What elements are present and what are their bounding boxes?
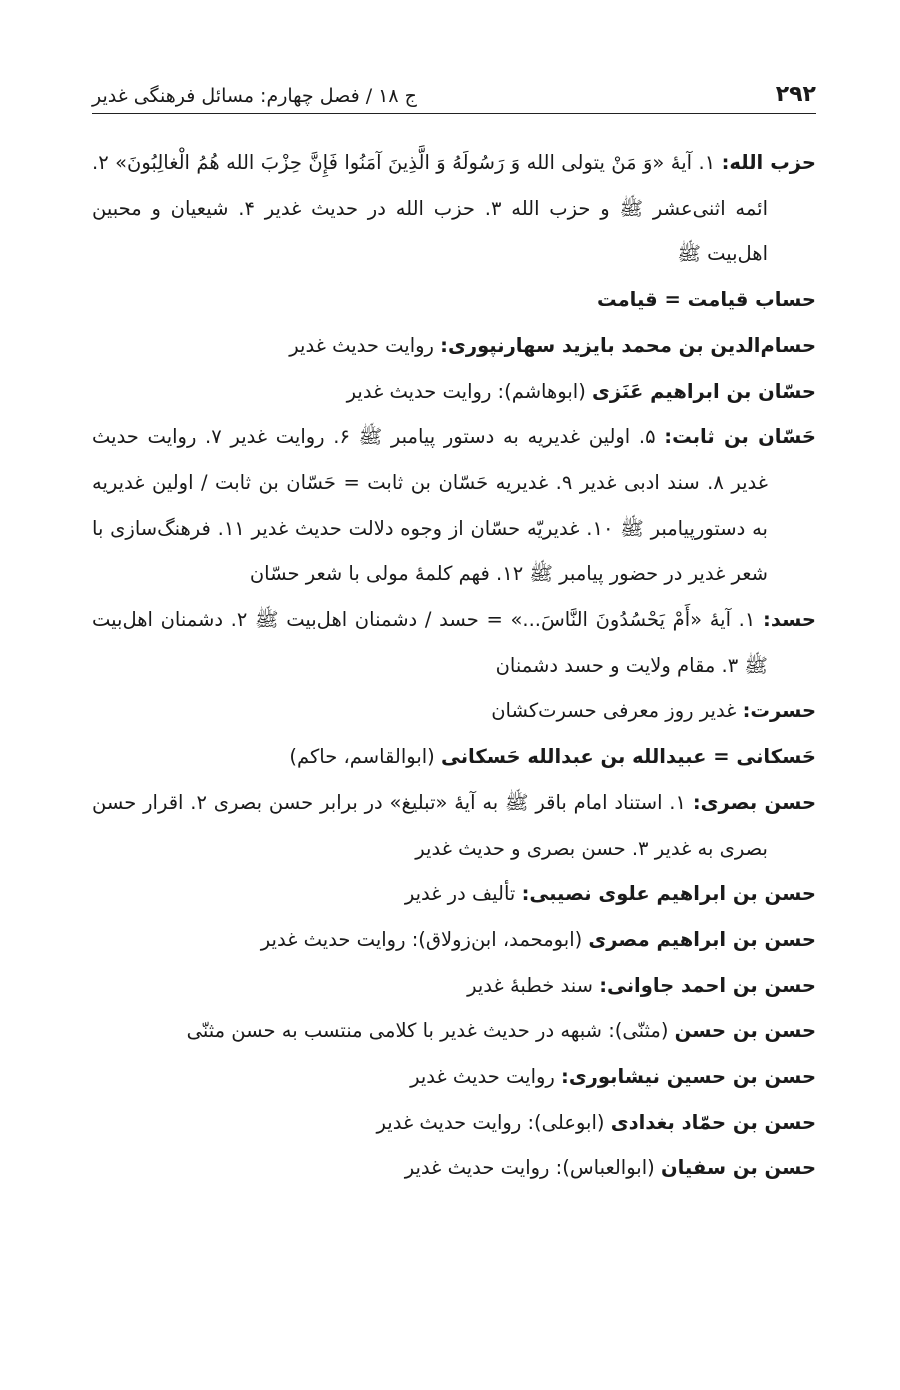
entry-text: روایت حدیث غدیر (410, 1065, 562, 1089)
index-entry (92, 1008, 816, 1054)
page-header (92, 70, 816, 114)
entry-term: حزب الله: (721, 151, 816, 174)
entry-text: (ابوهاشم): روایت حدیث غدیر (346, 379, 593, 403)
index-entry (92, 917, 816, 963)
entry-text: ۱. آیهٔ «وَ مَنْ یتولی الله وَ رَسُولَهُ وَ الَّذِینَ آمَنُوا فَإِنَّ حِزْبَ الله هُمُ الْغالِبُونَ» ۲. ائمه اثنی‌عشر ﷺ و حزب الله ۳. حزب الله در حدیث غدیر ۴. شیعیان و محبین اهل‌بیت ﷺ (92, 151, 768, 266)
index-entry (92, 597, 816, 688)
index-entry (92, 871, 816, 917)
entry-term: حسن بن حسین نیشابوری: (561, 1065, 816, 1089)
index-entry (92, 780, 816, 871)
entry-term: حسام‌الدین بن محمد بایزید سهارنپوری: (440, 333, 816, 357)
entry-term: حسن بن احمد جاوانی: (599, 973, 816, 997)
entry-term: حَسّان بن ثابت: (664, 425, 816, 449)
entry-term: حسد: (763, 608, 816, 632)
index-entry (92, 140, 816, 277)
index-entry (92, 1145, 816, 1191)
entry-term: حَسکانی = عبیدالله بن عبدالله حَسکانی (440, 745, 816, 769)
entry-term: حسن بن حمّاد بغدادی (610, 1110, 816, 1134)
index-entry (92, 734, 816, 780)
entry-term: حساب قیامت = قیامت (596, 288, 816, 312)
index-entry (92, 1100, 816, 1146)
index-entry (92, 369, 816, 415)
entry-text: غدیر روز معرفی حسرت‌کشان (491, 699, 743, 723)
entry-term: حسن بصری: (692, 790, 816, 814)
entry-text: ۱. استناد امام باقر ﷺ به آیهٔ «تبلیغ» در برابر حسن بصری ۲. اقرار حسن بصری به غدیر ۳. حسن بصری و حدیث غدیر (92, 790, 768, 860)
entry-text: سند خطبهٔ غدیر (467, 973, 600, 997)
index-entry (92, 323, 816, 369)
entry-text: ۱. آیهٔ «أَمْ یَحْسُدُونَ النَّاسَ...» = حسد / دشمنان اهل‌بیت ﷺ ۲. دشمنان اهل‌بیت ﷺ ۳. مقام ولایت و حسد دشمنان (92, 608, 768, 677)
entry-term: حسرت: (742, 699, 816, 723)
running-title: ج ۱۸ / فصل چهارم: مسائل فرهنگی غدیر (92, 85, 417, 107)
entry-text: (ابوعلی): روایت حدیث غدیر (376, 1110, 611, 1134)
entry-text: (مثنّی): شبهه در حدیث غدیر با کلامی منتسب به حسن مثنّی (186, 1019, 675, 1043)
index-entries (92, 140, 816, 1191)
entry-text: (ابوالعباس): روایت حدیث غدیر (404, 1156, 661, 1180)
entry-term: حسن بن ابراهیم مصری (588, 927, 816, 951)
entry-term: حسن بن سفیان (660, 1156, 816, 1180)
entry-term: حسّان بن ابراهیم عَنَزی (592, 379, 816, 403)
entry-text: ۵. اولین غدیریه به دستور پیامبر ﷺ ۶. روایت غدیر ۷. روایت حدیث غدیر ۸. سند ادبی غدیر ۹. غدیریه حَسّان بن ثابت = حَسّان بن ثابت / اولین غدیریه به دستورپیامبر ﷺ ۱۰. غدیریّه حسّان از وجوه دلالت حدیث غدیر ۱۱. فرهنگ‌سازی با شعر غدیر در حضور پیامبر ﷺ ۱۲. فهم کلمهٔ مولی با شعر حسّان (92, 425, 768, 586)
index-entry (92, 277, 816, 323)
entry-term: حسن بن حسن (674, 1019, 816, 1043)
entry-text: تألیف در غدیر (404, 882, 522, 906)
page-number: ۲۹۲ (775, 82, 816, 107)
entry-text: (ابوالقاسم، حاکم) (289, 745, 441, 769)
index-entry (92, 1054, 816, 1100)
index-entry (92, 963, 816, 1009)
entry-term: حسن بن ابراهیم علوی نصیبی: (521, 882, 816, 906)
entry-text: روایت حدیث غدیر (289, 333, 441, 357)
index-entry (92, 688, 816, 734)
index-entry (92, 414, 816, 597)
entry-text: (ابومحمد، ابن‌زولاق): روایت حدیث غدیر (260, 927, 589, 951)
